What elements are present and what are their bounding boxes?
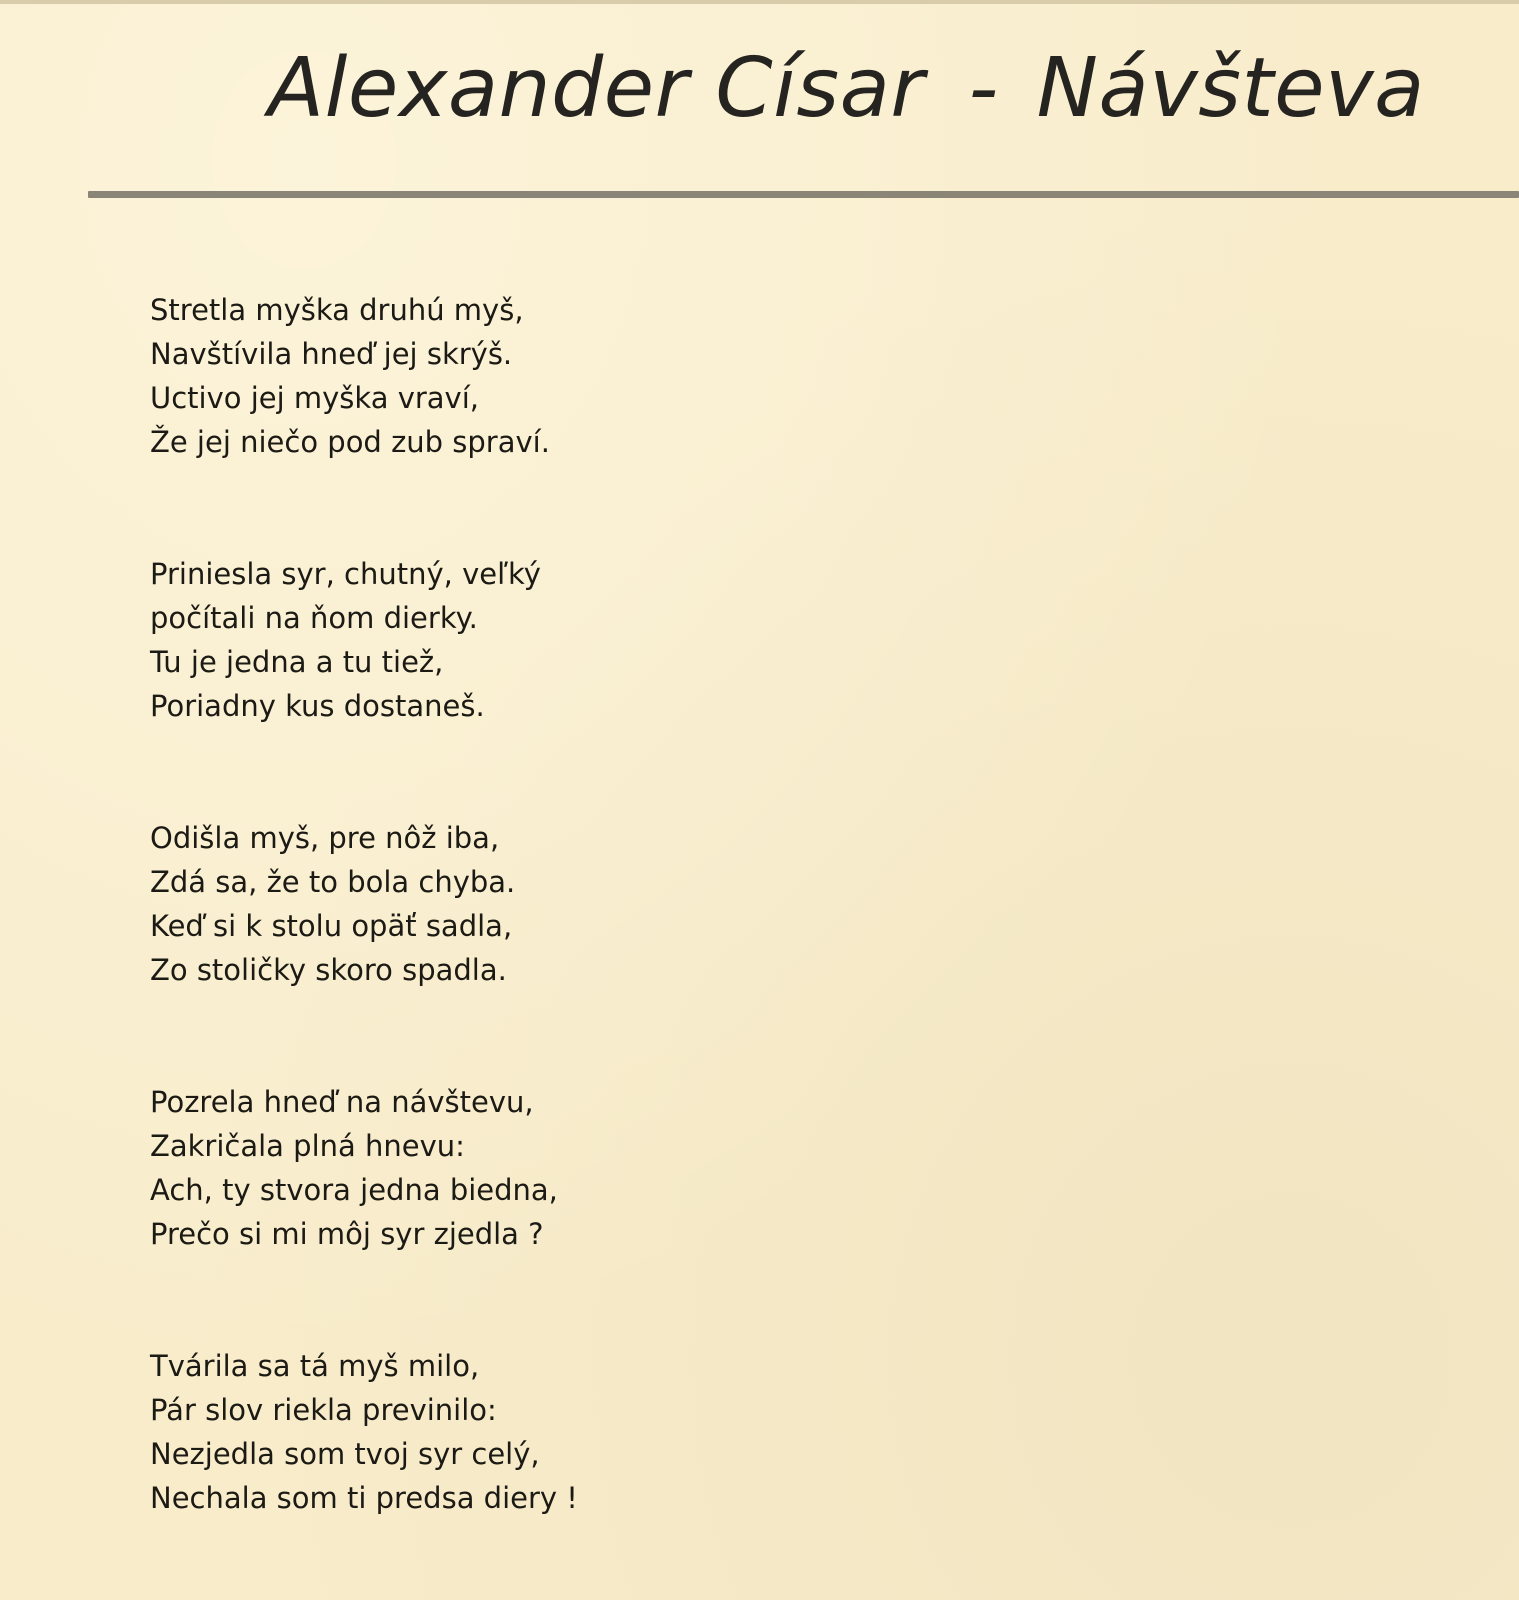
stanza-1	[150, 288, 750, 464]
poem-line: Ach, ty stvora jedna biedna,	[150, 1173, 558, 1207]
heading-divider	[88, 191, 1519, 198]
page-top-edge	[0, 0, 1519, 4]
stanza-2	[150, 552, 750, 728]
poem-line: Keď si k stolu opäť sadla,	[150, 909, 513, 943]
poem-heading	[268, 40, 1425, 138]
poem-line: Zakričala plná hnevu:	[150, 1129, 465, 1163]
poem-line: Uctivo jej myška vraví,	[150, 381, 479, 415]
poem-line: Nezjedla som tvoj syr celý,	[150, 1437, 540, 1471]
poem-line: Priniesla syr, chutný, veľký	[150, 557, 541, 591]
poem-line: Navštívila hneď jej skrýš.	[150, 337, 513, 371]
poem-title: Návšteva	[1036, 41, 1425, 136]
poem-line: Zo stoličky skoro spadla.	[150, 953, 507, 987]
stanza-3	[150, 816, 750, 992]
poem-line: Že jej niečo pod zub spraví.	[150, 425, 550, 459]
poem-line: Nechala som ti predsa diery !	[150, 1481, 578, 1515]
stanza-5	[150, 1344, 750, 1520]
poem-line: počítali na ňom dierky.	[150, 601, 478, 635]
poem-line: Pár slov riekla previnilo:	[150, 1393, 497, 1427]
stanza-4	[150, 1080, 750, 1256]
poem-line: Prečo si mi môj syr zjedla ?	[150, 1217, 544, 1251]
title-separator: -	[968, 41, 999, 136]
poem-line: Poriadny kus dostaneš.	[150, 689, 485, 723]
poem-line: Stretla myška druhú myš,	[150, 293, 524, 327]
poem-line: Zdá sa, že to bola chyba.	[150, 865, 516, 899]
author-name: Alexander Císar	[268, 41, 925, 136]
poem-line: Tu je jedna a tu tiež,	[150, 645, 444, 679]
poem-line: Tvárila sa tá myš milo,	[150, 1349, 480, 1383]
poem-body	[150, 288, 750, 1520]
poem-line: Odišla myš, pre nôž iba,	[150, 821, 500, 855]
poem-line: Pozrela hneď na návštevu,	[150, 1085, 534, 1119]
